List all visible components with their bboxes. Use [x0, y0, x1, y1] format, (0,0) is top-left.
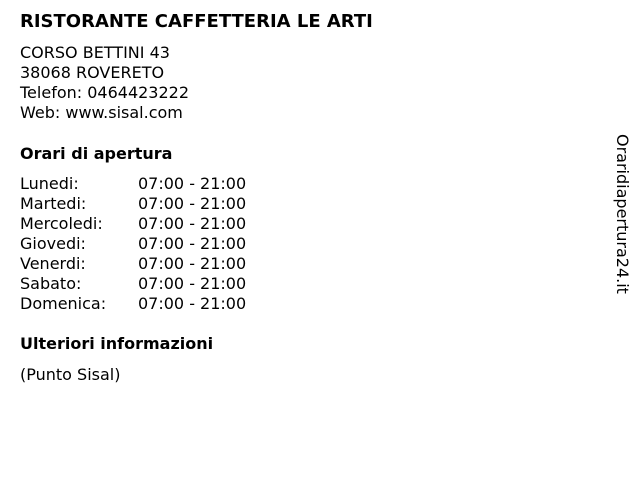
- website: Web: www.sisal.com: [20, 103, 183, 122]
- hours-row-sunday: [20, 294, 280, 314]
- opening-hours-heading: Orari di apertura: [20, 144, 173, 163]
- day-label: Venerdi:: [20, 254, 86, 273]
- day-label: Lunedi:: [20, 174, 79, 193]
- hours-row-thursday: [20, 234, 280, 254]
- additional-info-heading: Ulteriori informazioni: [20, 334, 214, 353]
- time-range: 07:00 - 21:00: [138, 174, 247, 193]
- opening-hours-list: [20, 174, 280, 314]
- day-label: Mercoledi:: [20, 214, 103, 233]
- city-address: 38068 ROVERETO: [20, 63, 165, 82]
- hours-row-monday: [20, 174, 280, 194]
- day-label: Martedi:: [20, 194, 87, 213]
- site-brand-watermark: Oraridiapertura24.it: [613, 134, 632, 294]
- hours-row-tuesday: [20, 194, 280, 214]
- time-range: 07:00 - 21:00: [138, 254, 247, 273]
- day-label: Domenica:: [20, 294, 107, 313]
- time-range: 07:00 - 21:00: [138, 294, 247, 313]
- phone-number: Telefon: 0464423222: [20, 83, 190, 102]
- hours-row-saturday: [20, 274, 280, 294]
- hours-row-wednesday: [20, 214, 280, 234]
- additional-info-text: (Punto Sisal): [20, 365, 121, 384]
- hours-row-friday: [20, 254, 280, 274]
- business-name: RISTORANTE CAFFETTERIA LE ARTI: [20, 11, 373, 32]
- address-block: [20, 43, 189, 123]
- time-range: 07:00 - 21:00: [138, 274, 247, 293]
- time-range: 07:00 - 21:00: [138, 234, 247, 253]
- time-range: 07:00 - 21:00: [138, 214, 247, 233]
- time-range: 07:00 - 21:00: [138, 194, 247, 213]
- day-label: Giovedi:: [20, 234, 86, 253]
- day-label: Sabato:: [20, 274, 82, 293]
- street-address: CORSO BETTINI 43: [20, 43, 170, 62]
